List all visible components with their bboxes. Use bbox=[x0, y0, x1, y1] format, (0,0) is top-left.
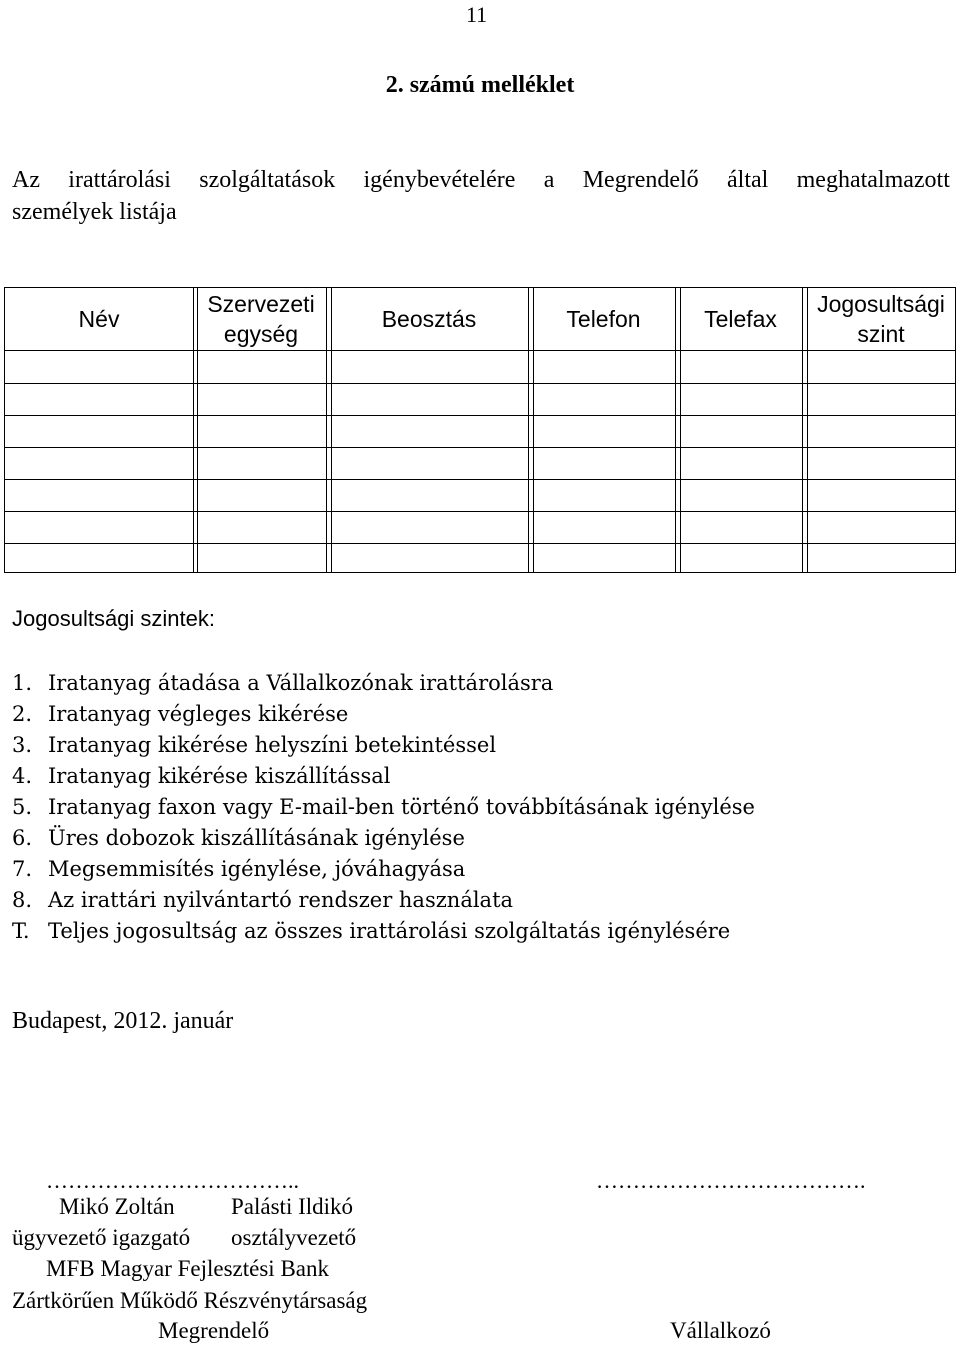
level-text: Iratanyag kikérése helyszíni betekintéssel bbox=[48, 733, 497, 757]
intro-word: Az bbox=[12, 167, 40, 193]
level-number: 8. bbox=[12, 888, 33, 912]
place-date: Budapest, 2012. január bbox=[12, 1008, 234, 1034]
header-label: Név bbox=[78, 306, 120, 332]
intro-word: Megrendelő bbox=[582, 167, 699, 193]
level-item bbox=[12, 792, 755, 823]
level-text: Iratanyag faxon vagy E-mail-ben történő továbbításának igénylése bbox=[48, 795, 755, 819]
level-text: Iratanyag kikérése kiszállítással bbox=[48, 764, 391, 788]
signatory-title-2: osztályvezető bbox=[231, 1225, 357, 1250]
intro-paragraph bbox=[12, 164, 950, 228]
intro-word: a bbox=[543, 167, 555, 193]
level-number: 6. bbox=[12, 826, 33, 850]
column-divider bbox=[675, 288, 676, 572]
levels-list bbox=[12, 668, 755, 947]
header-label: Telefon bbox=[566, 306, 641, 332]
row-divider bbox=[5, 479, 955, 480]
intro-word: meghatalmazott bbox=[796, 167, 950, 193]
header-label-line1: Szervezeti bbox=[207, 291, 315, 317]
row-divider bbox=[5, 447, 955, 448]
header-divider bbox=[5, 350, 955, 351]
header-label-line2: szint bbox=[857, 321, 905, 347]
level-number: 3. bbox=[12, 733, 33, 757]
level-item bbox=[12, 730, 755, 761]
column-divider bbox=[528, 288, 529, 572]
level-text: Iratanyag átadása a Vállalkozónak irattárolásra bbox=[48, 671, 554, 695]
annex-title: 2. számú melléklet bbox=[385, 72, 575, 98]
header-jogosultsagi-szint bbox=[807, 289, 955, 349]
level-number: 1. bbox=[12, 671, 33, 695]
header-label: Beosztás bbox=[381, 306, 477, 332]
level-number: 4. bbox=[12, 764, 33, 788]
signatory-title-1: ügyvezető igazgató bbox=[12, 1225, 191, 1250]
row-divider bbox=[5, 383, 955, 384]
organization-line-2: Zártkörűen Működő Részvénytársaság bbox=[12, 1288, 368, 1313]
organization-line-1: MFB Magyar Fejlesztési Bank bbox=[46, 1256, 329, 1281]
level-item bbox=[12, 668, 755, 699]
level-item bbox=[12, 761, 755, 792]
signature-line-left: …………………………….. bbox=[46, 1168, 299, 1193]
row-divider bbox=[5, 511, 955, 512]
intro-line-1 bbox=[12, 164, 950, 196]
intro-word: által bbox=[727, 167, 769, 193]
header-label: Telefax bbox=[704, 306, 777, 332]
level-text: Megsemmisítés igénylése, jóváhagyása bbox=[48, 857, 466, 881]
level-number: 2. bbox=[12, 702, 33, 726]
column-divider bbox=[193, 288, 194, 572]
header-nev bbox=[6, 289, 192, 349]
level-text: Az irattári nyilvántartó rendszer használata bbox=[48, 888, 514, 912]
row-divider bbox=[5, 543, 955, 544]
signatory-name-2: Palásti Ildikó bbox=[231, 1194, 354, 1219]
level-item bbox=[12, 854, 755, 885]
level-number: T. bbox=[12, 919, 30, 943]
row-divider bbox=[5, 415, 955, 416]
signatory-name-1: Mikó Zoltán bbox=[59, 1194, 175, 1219]
level-number: 7. bbox=[12, 857, 33, 881]
intro-line-2: személyek listája bbox=[12, 199, 177, 225]
intro-word: szolgáltatások bbox=[199, 167, 336, 193]
level-item bbox=[12, 699, 755, 730]
role-megrendelo: Megrendelő bbox=[158, 1318, 270, 1343]
level-item bbox=[12, 885, 755, 916]
column-divider bbox=[326, 288, 327, 572]
signature-line-right: ………………………………. bbox=[596, 1168, 866, 1193]
header-szervezeti-egyseg bbox=[197, 289, 325, 349]
level-number: 5. bbox=[12, 795, 33, 819]
header-beosztas bbox=[331, 289, 527, 349]
level-text: Üres dobozok kiszállításának igénylése bbox=[48, 826, 465, 850]
header-label-line2: egység bbox=[223, 321, 299, 347]
levels-title: Jogosultsági szintek: bbox=[12, 606, 215, 631]
header-telefax bbox=[680, 289, 801, 349]
level-text: Teljes jogosultság az összes irattárolási szolgáltatás igénylésére bbox=[48, 919, 731, 943]
header-label-line1: Jogosultsági bbox=[817, 291, 945, 317]
intro-word: igénybevételére bbox=[363, 167, 516, 193]
role-vallalkozo: Vállalkozó bbox=[670, 1318, 771, 1343]
column-divider bbox=[802, 288, 803, 572]
level-text: Iratanyag végleges kikérése bbox=[48, 702, 349, 726]
level-item bbox=[12, 823, 755, 854]
level-item bbox=[12, 916, 755, 947]
intro-word: irattárolási bbox=[68, 167, 171, 193]
header-telefon bbox=[533, 289, 674, 349]
page-number: 11 bbox=[466, 2, 488, 27]
